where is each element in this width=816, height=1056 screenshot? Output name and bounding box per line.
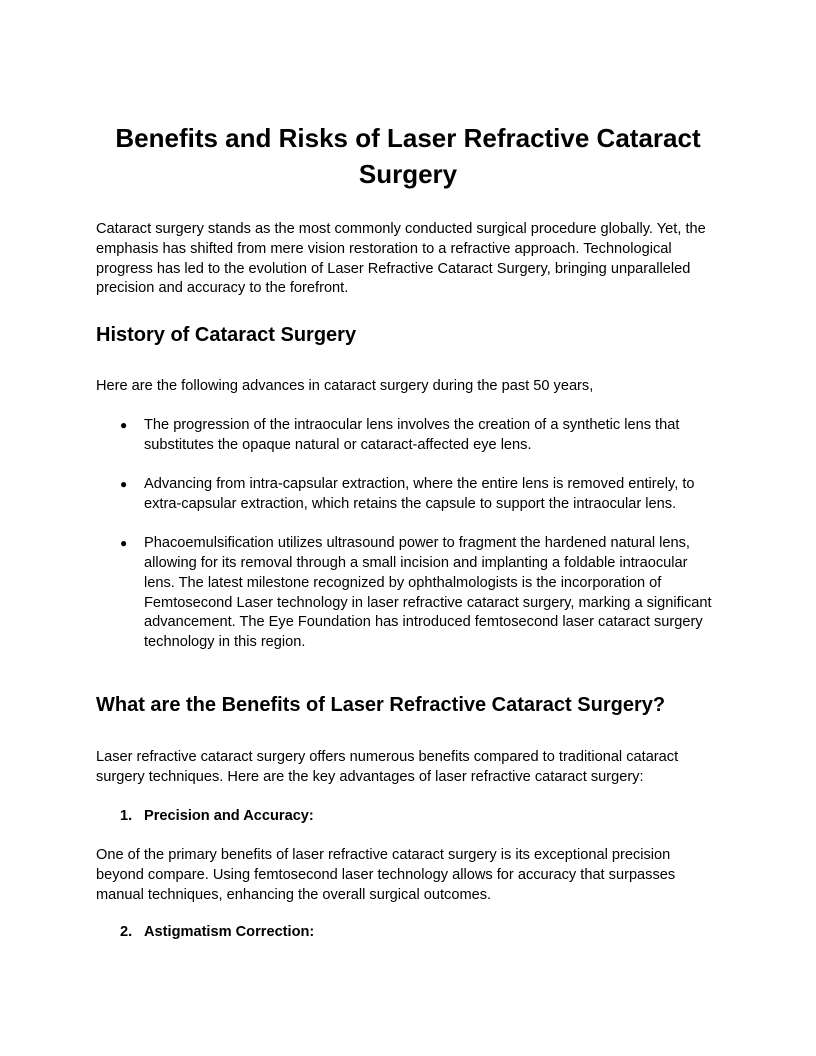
benefits-lead: Laser refractive cataract surgery offers numerous benefits compared to traditional cataract surgery techniques. Here are the key advantages of laser refractive cataract surgery: [96,749,679,785]
list-item [96,416,720,456]
bullet-icon: ● [120,418,128,432]
item-number: 1. [120,808,133,824]
document-title: Benefits and Risks of Laser Refractive Cataract Surgery [115,123,701,189]
bullet-text: Phacoemulsification utilizes ultrasound power to fragment the hardened natural lens, allowing for its removal through a small incision and implanting a foldable intraocular lens. The latest milestone recognized by ophthalmologists is the incorporation of Femtosecond Laser technology in laser refractive cataract surgery, marking a significant advancement. The Eye Foundation has introduced femtosecond laser cataract surgery technology in this region. [144,535,712,651]
history-bullet-list [96,416,720,672]
intro-paragraph: Cataract surgery stands as the most commonly conducted surgical procedure globally. Yet, the emphasis has shifted from mere vision restoration to a refractive approach. Technological progress has led to the evolution of Laser Refractive Cataract Surgery, bringing unparalleled precision and accuracy to the forefront. [96,221,706,297]
bullet-icon: ● [120,477,128,492]
benefits-heading: What are the Benefits of Laser Refractive Cataract Surgery? [96,694,666,716]
precision-paragraph: One of the primary benefits of laser refractive cataract surgery is its exceptional precision beyond compare. Using femtosecond laser technology allows for accuracy that surpasses manual techniques, enhancing the overall surgical outcomes. [96,847,676,903]
history-heading: History of Cataract Surgery [96,324,357,346]
bullet-icon: ● [120,536,128,551]
list-item [96,534,720,653]
item-number: 2. [120,924,133,940]
item-label: Precision and Accuracy: [144,808,314,824]
item-label: Astigmatism Correction: [144,924,315,940]
history-lead: Here are the following advances in cataract surgery during the past 50 years, [96,378,594,394]
list-item [96,475,720,515]
bullet-text: Advancing from intra-capsular extraction, where the entire lens is removed entirely, to extra-capsular extraction, which retains the capsule to support the intraocular lens. [144,476,695,512]
bullet-text: The progression of the intraocular lens involves the creation of a synthetic lens that substitutes the opaque natural or cataract-affected eye lens. [144,417,680,453]
